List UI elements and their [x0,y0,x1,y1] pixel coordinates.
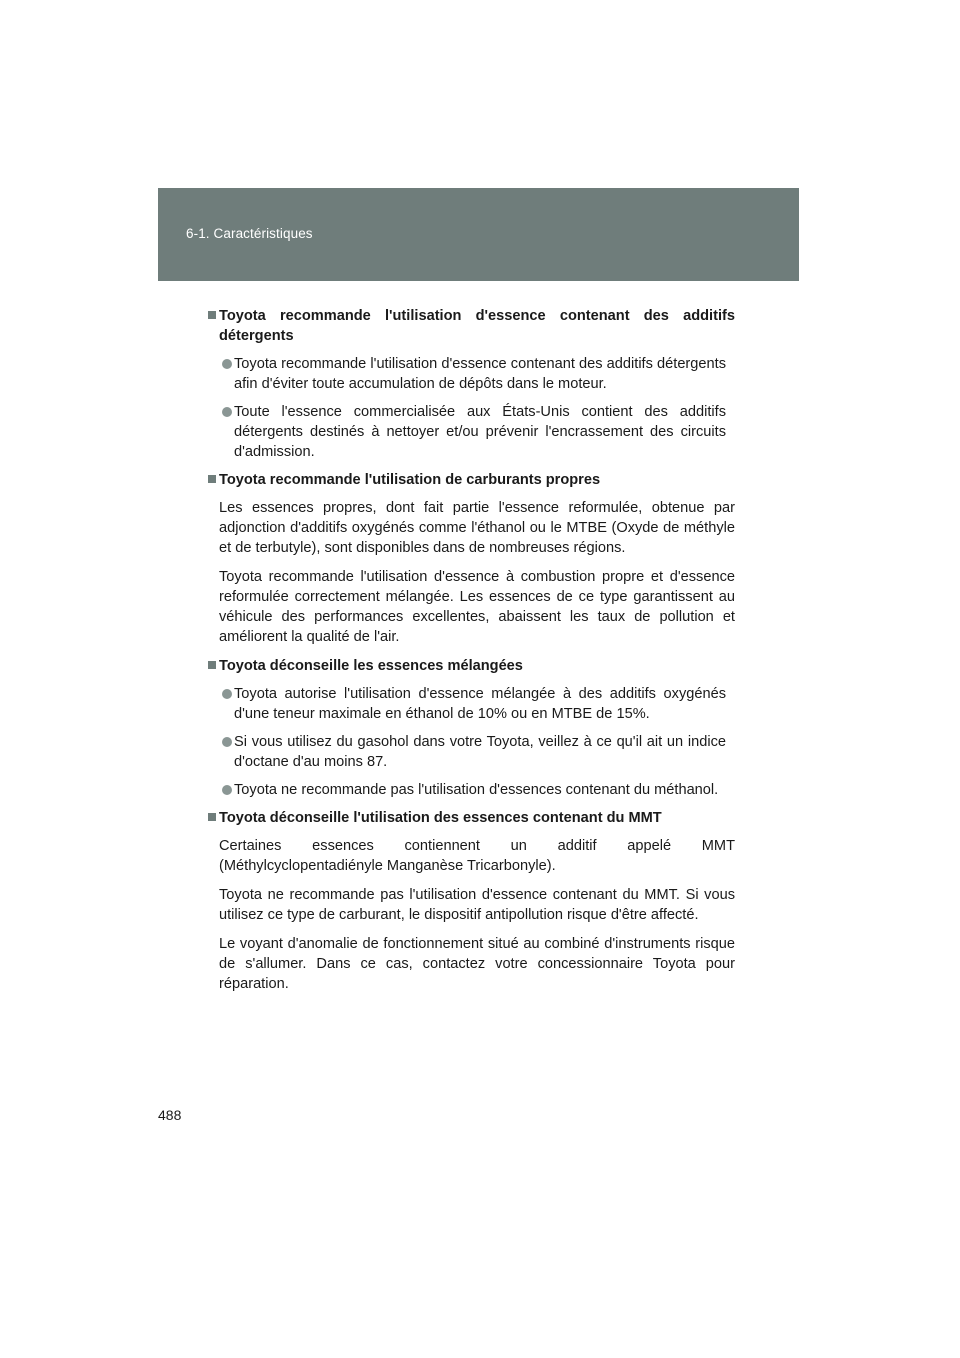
body-paragraph: Toyota recommande l'utilisation d'essence à combustion propre et d'essence reformulée correctement mélangée. Les essences de ce type garantissent au véhicule des performances excellentes, abaissent les taux de pollution et améliorent la qualité de l'air. [219,569,735,645]
circle-bullet-icon [222,407,232,417]
section-header-band [158,188,799,281]
body-paragraph: Les essences propres, dont fait partie l'essence reformulée, obtenue par adjonction d'additifs oxygénés comme l'éthanol ou le MTBE (Oxyde de méthyle et de terbutyle), sont disponibles dans de nombreuses régions. [219,500,735,556]
circle-bullet-icon [222,737,232,747]
bullet-item: Toyota ne recommande pas l'utilisation d'essences contenant du méthanol. [208,780,735,800]
page-number: 488 [158,1107,182,1123]
square-bullet-icon [208,661,216,669]
square-bullet-icon [208,813,216,821]
section-heading: Toyota recommande l'utilisation d'essence contenant des additifs détergents [208,306,735,346]
page-content [208,306,735,1003]
section-heading: Toyota déconseille les essences mélangées [208,656,735,676]
bullet-item: Toyota autorise l'utilisation d'essence mélangée à des additifs oxygénés d'une teneur maximale en éthanol de 10% ou en MTBE de 15%. [208,684,735,724]
bullet-item: Si vous utilisez du gasohol dans votre Toyota, veillez à ce qu'il ait un indice d'octane d'au moins 87. [208,732,735,772]
circle-bullet-icon [222,785,232,795]
square-bullet-icon [208,311,216,319]
square-bullet-icon [208,475,216,483]
section-label: 6-1. Caractéristiques [186,226,313,241]
body-paragraph: Le voyant d'anomalie de fonctionnement situé au combiné d'instruments risque de s'allumer. Dans ce cas, contactez votre concessionnaire Toyota pour réparation. [219,936,735,992]
circle-bullet-icon [222,359,232,369]
bullet-item: Toyota recommande l'utilisation d'essence contenant des additifs détergents afin d'éviter toute accumulation de dépôts dans le moteur. [208,354,735,394]
section-heading: Toyota déconseille l'utilisation des essences contenant du MMT [208,808,735,828]
body-paragraph: Toyota ne recommande pas l'utilisation d'essence contenant du MMT. Si vous utilisez ce type de carburant, le dispositif antipollution risque d'être affecté. [219,887,735,923]
body-paragraph: Certaines essences contiennent un additif appelé MMT (Méthylcyclopentadiényle Manganèse Tricarbonyle). [219,838,735,874]
section-heading: Toyota recommande l'utilisation de carburants propres [208,470,735,490]
bullet-item: Toute l'essence commercialisée aux États-Unis contient des additifs détergents destinés à nettoyer et/ou prévenir l'encrassement des circuits d'admission. [208,402,735,462]
circle-bullet-icon [222,689,232,699]
